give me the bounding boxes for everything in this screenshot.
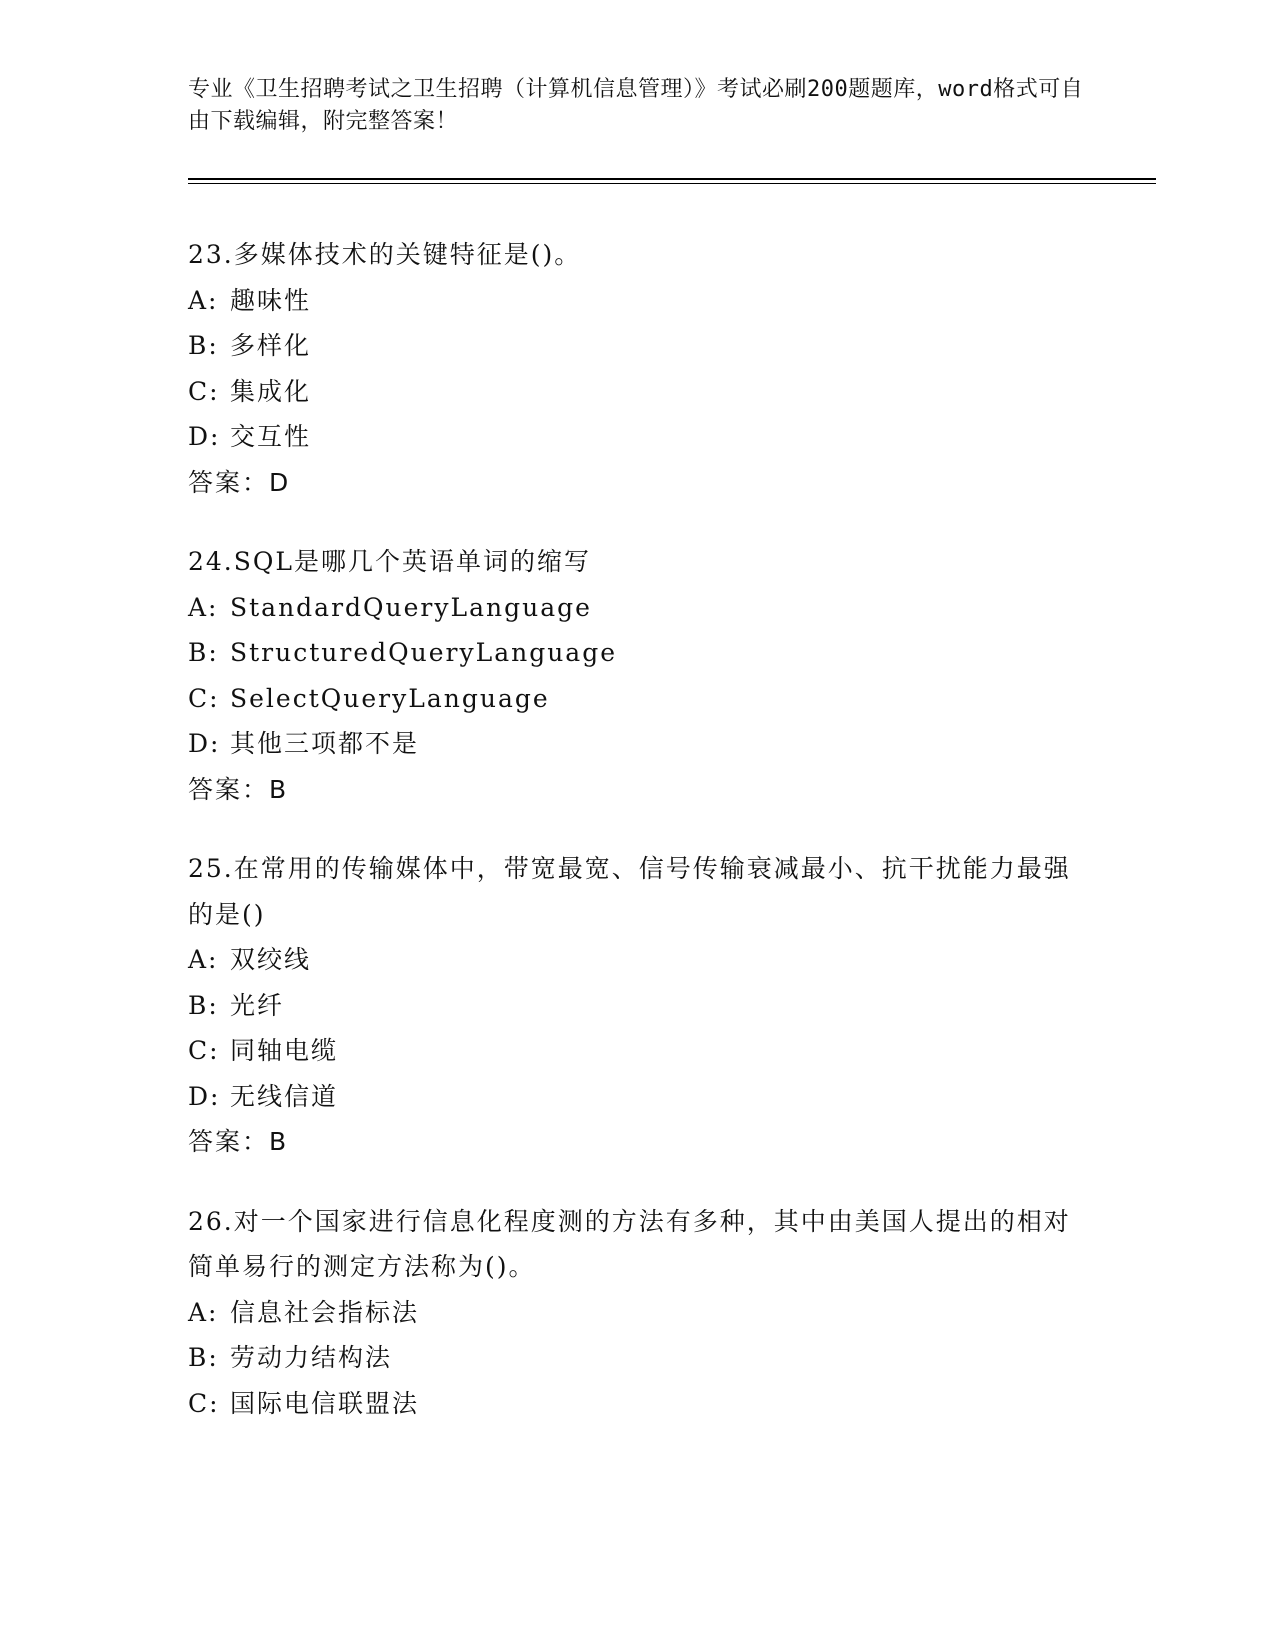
question-25 (188, 846, 1088, 1165)
option-b (188, 323, 1088, 369)
option-c (188, 1028, 1088, 1074)
question-stem: 25.在常用的传输媒体中，带宽最宽、信号传输衰减最小、抗干扰能力最强的是() (188, 854, 1071, 929)
option-text: 交互性 (230, 422, 312, 451)
option-c (188, 676, 1088, 722)
option-letter: A: (188, 592, 219, 622)
option-letter: D: (188, 422, 221, 451)
answer: 答案：B (188, 1127, 289, 1156)
option-a (188, 585, 1088, 631)
option-text: SelectQueryLanguage (230, 683, 550, 713)
option-letter: B: (188, 331, 219, 360)
option-a (188, 278, 1088, 324)
option-text: 劳动力结构法 (230, 1343, 393, 1372)
option-a (188, 937, 1088, 983)
option-letter: B: (188, 638, 219, 667)
option-text: 无线信道 (230, 1081, 339, 1111)
option-b (188, 630, 1088, 676)
header-divider-thin (188, 183, 1156, 184)
answer: 答案：D (188, 467, 291, 497)
document-header: 专业《卫生招聘考试之卫生招聘（计算机信息管理）》考试必刷200题题库，word格式可自由下载编辑，附完整答案！ (188, 77, 1084, 134)
option-b (188, 1335, 1088, 1381)
question-stem: 23.多媒体技术的关键特征是()。 (188, 240, 582, 269)
option-c (188, 369, 1088, 415)
option-text: 光纤 (230, 990, 285, 1020)
option-letter: D: (188, 1081, 221, 1111)
option-text: 信息社会指标法 (230, 1297, 420, 1327)
option-letter: A: (188, 285, 219, 315)
option-d (188, 1074, 1088, 1120)
option-letter: A: (188, 945, 219, 974)
question-stem: 26.对一个国家进行信息化程度测的方法有多种，其中由美国人提出的相对简单易行的测定方法称为()。 (188, 1206, 1071, 1281)
question-list (188, 232, 1088, 1460)
option-text: StructuredQueryLanguage (230, 638, 618, 667)
option-text: StandardQueryLanguage (230, 592, 592, 622)
option-text: 多样化 (230, 331, 312, 360)
question-stem: 24.SQL是哪几个英语单词的缩写 (188, 547, 591, 576)
option-text: 国际电信联盟法 (230, 1388, 420, 1418)
option-letter: C: (188, 376, 220, 406)
option-letter: C: (188, 1388, 220, 1418)
option-text: 同轴电缆 (230, 1036, 339, 1065)
option-text: 集成化 (230, 376, 312, 406)
option-d (188, 721, 1088, 767)
option-letter: C: (188, 683, 220, 713)
question-24 (188, 539, 1088, 812)
option-a (188, 1290, 1088, 1336)
question-23 (188, 232, 1088, 505)
option-letter: D: (188, 729, 221, 758)
option-b (188, 983, 1088, 1029)
option-letter: B: (188, 990, 219, 1020)
option-text: 双绞线 (230, 945, 312, 974)
option-letter: B: (188, 1343, 219, 1372)
header-divider-thick (188, 178, 1156, 180)
option-letter: A: (188, 1297, 219, 1327)
option-d (188, 414, 1088, 460)
option-text: 其他三项都不是 (230, 729, 420, 758)
answer: 答案：B (188, 774, 289, 804)
option-text: 趣味性 (230, 285, 312, 315)
question-26 (188, 1199, 1088, 1427)
option-letter: C: (188, 1036, 220, 1065)
option-c (188, 1381, 1088, 1427)
